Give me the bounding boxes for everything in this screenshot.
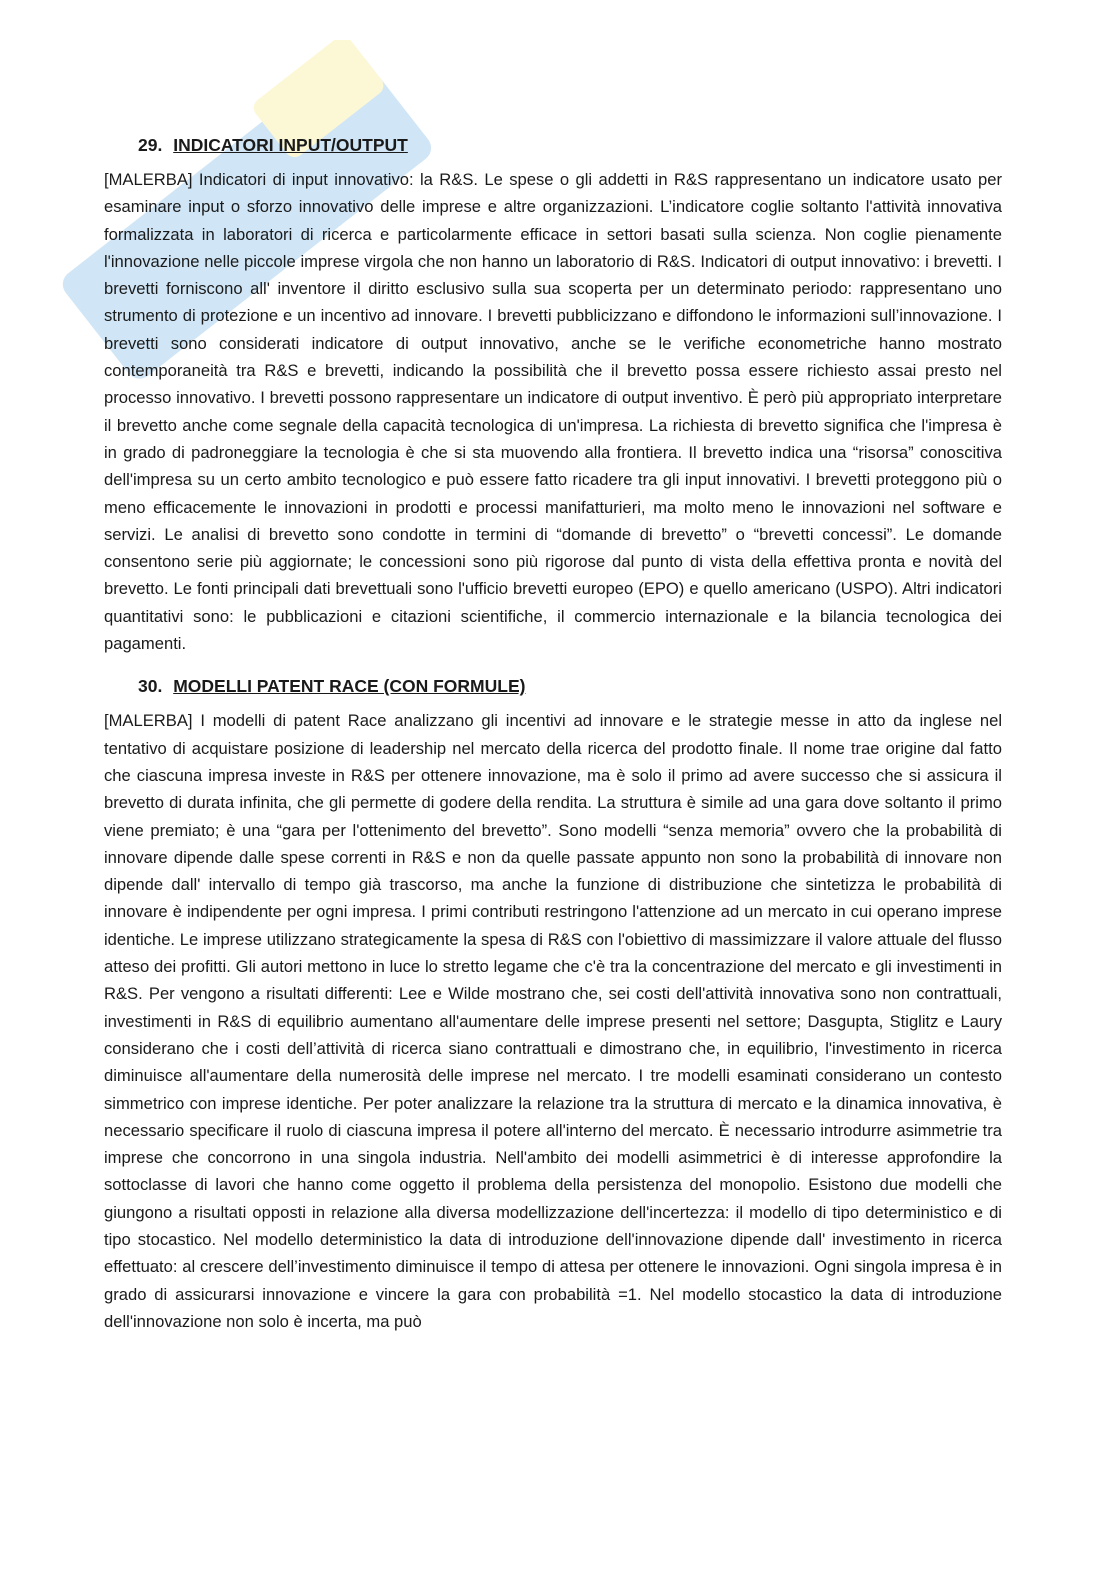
section-heading-30 — [138, 669, 1002, 703]
section-number: 29. — [138, 135, 163, 155]
document-page — [104, 128, 1002, 1335]
section-title: INDICATORI INPUT/OUTPUT — [173, 135, 408, 155]
section-title: MODELLI PATENT RACE (CON FORMULE) — [173, 676, 526, 697]
section-body-30: [MALERBA] I modelli di patent Race analizzano gli incentivi ad innovare e le strategie messe in atto da inglese nel tentativo di acquistare posizione di leadership nel mercato della ricerca del prodotto finale. Il nome trae origine dal fatto che ciascuna impresa investe in R&S per ottenere innovazione, ma è solo il primo ad avere successo che si assicura il brevetto di durata infinita, che gli permette di godere della rendita. La struttura è simile ad una gara dove soltanto il primo viene premiato; è una “gara per l'ottenimento del brevetto”. Sono modelli “senza memoria” ovvero che la probabilità di innovare dipende dalle spese correnti in R&S e non da quelle passate appunto non sono la probabilità di innovare non dipende dall' intervallo di tempo già trascorso, ma anche la funzione di distribuzione che sintetizza le probabilità di innovare è indipendente per ogni impresa. I primi contributi restringono l'attenzione ad un mercato in cui operano imprese identiche. Le imprese utilizzano strategicamente la spesa di R&S con l'obiettivo di massimizzare il valore attuale del flusso atteso dei profitti. Gli autori mettono in luce lo stretto legame che c'è tra la concentrazione del mercato e gli investimenti in R&S. Per vengono a risultati differenti: Lee e Wilde mostrano che, sei costi dell'attività innovativa sono non contrattuali, investimenti in R&S di equilibrio aumentano all'aumentare delle imprese presenti nel settore; Dasgupta, Stiglitz e Laury considerano che i costi dell’attività di ricerca siano contrattuali e dimostrano che, in equilibrio, l'investimento in ricerca diminuisce all'aumentare della numerosità delle imprese nel mercato. I tre modelli esaminati considerano un contesto simmetrico con imprese identiche. Per poter analizzare la relazione tra la struttura di mercato e la dinamica innovativa, è necessario specificare il ruolo di ciascuna impresa il potere all'interno del mercato. È necessario introdurre asimmetrie tra imprese che concorrono in una singola industria. Nell'ambito dei modelli asimmetrici è di interesse approfondire la sottoclasse di lavori che hanno come oggetto il problema della persistenza del monopolio. Esistono due modelli che giungono a risultati opposti in relazione alla diversa modellizzazione dell'incertezza: il modello di tipo deterministico e di tipo stocastico. Nel modello deterministico la data di introduzione dell'innovazione dipende dall' investimento in ricerca effettuato: al crescere dell’investimento diminuisce il tempo di attesa per ottenere le innovazioni. Ogni singola impresa è in grado di assicurarsi innovazione e vincere la gara con probabilità =1. Nel modello stocastico la data di introduzione dell'innovazione non solo è incerta, ma può — [104, 711, 1002, 1331]
section-body-29: [MALERBA] Indicatori di input innovativo: la R&S. Le spese o gli addetti in R&S rappresentano un indicatore usato per esaminare input o sforzo innovativo delle imprese e altre organizzazioni. L’indicatore coglie soltanto l'attività innovativa formalizzata in laboratori di ricerca e particolarmente efficace in settori basati sulla scienza. Non coglie pienamente l'innovazione nelle piccole imprese virgola che non hanno un laboratorio di R&S. Indicatori di output innovativo: i brevetti. I brevetti forniscono all' inventore il diritto esclusivo sulla sua scoperta per un determinato periodo: rappresentano uno strumento di protezione e un incentivo ad innovare. I brevetti pubblicizzano e diffondono le informazioni sull’innovazione. I brevetti sono considerati indicatore di output innovativo, anche se le verifiche econometriche hanno mostrato contemporaneità tra R&S e brevetti, indicando la possibilità che il brevetto possa essere richiesto assai presto nel processo innovativo. I brevetti possono rappresentare un indicatore di output inventivo. È però più appropriato interpretare il brevetto anche come segnale della capacità tecnologica di un'impresa. La richiesta di brevetto significa che l'impresa è in grado di padroneggiare la tecnologia è che si sta muovendo alla frontiera. Il brevetto indica una “risorsa” conoscitiva dell'impresa su un certo ambito tecnologico e può essere fatto ricadere tra gli input innovativi. I brevetti proteggono più o meno efficacemente le innovazioni in prodotti e processi manifatturieri, ma molto meno le innovazioni nel software e servizi. Le analisi di brevetto sono condotte in termini di “domande di brevetto” o “brevetti concessi”. Le domande consentono serie più aggiornate; le concessioni sono più rigorose dal punto di vista della effettiva pronta e novità del brevetto. Le fonti principali dati brevettuali sono l'ufficio brevetti europeo (EPO) e quello americano (USPO). Altri indicatori quantitativi sono: le pubblicazioni e citazioni scientifiche, il commercio internazionale e la bilancia tecnologica dei pagamenti. — [104, 170, 1002, 654]
section-number: 30. — [138, 676, 163, 697]
section-heading-29 — [138, 128, 1002, 162]
